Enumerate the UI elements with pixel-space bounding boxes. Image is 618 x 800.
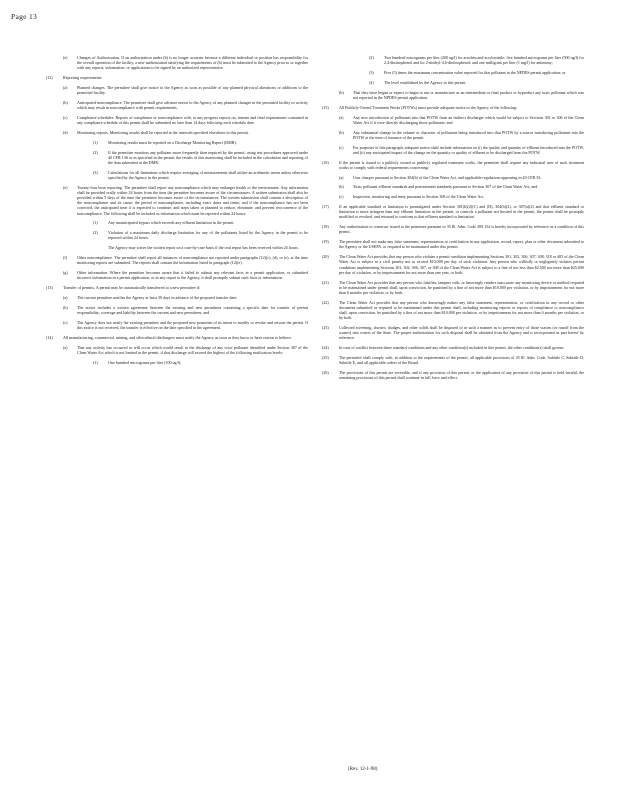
clause-label: (a) <box>63 295 68 300</box>
clause-15c <box>322 145 584 155</box>
clause-text: Two hundred micrograms per liter (200 ug/l) for acrolein and acrylonitrile; five hundred micrograms per liter (500 ug/l) for 2,4-dinitrophenol and for 2-methyl-4,6-dinitrophenol; and one milligram per liter (1 mg/l) for antimony; <box>384 55 584 66</box>
clause-label: (b) <box>63 304 68 310</box>
clause-text: Toxic pollutant effluent standards and pretreatment standards pursuant to Section 307 of the Clean Water Act; and <box>353 184 538 190</box>
clause-label: (d) <box>63 130 68 135</box>
clause-text: Any unanticipated bypass which exceeds any effluent limitation in the permit. <box>108 220 235 226</box>
clause-13c <box>46 320 308 330</box>
clause-label: (a) <box>339 174 344 180</box>
clause-label: (3) <box>369 70 374 75</box>
clause-label: (21) <box>322 279 329 285</box>
clause-text: The Agency may waive the written report on a case-by-case basis if the oral report has been received within 24 hours. <box>108 245 299 251</box>
clause-23 <box>322 325 584 340</box>
clause-text: Monitoring results must be reported on a Discharge Monitoring Report (DMR). <box>108 139 237 145</box>
clause-label: (b) <box>339 89 344 95</box>
clause-label: (f) <box>63 255 68 261</box>
clause-text: That they have begun or expect to begin to use or manufacture as an intermediate or final product or byproduct any toxic pollutant which was not reported in the NPDES permit application. <box>353 89 584 100</box>
clause-text: The current permittee notifies the Agency at least 30 days in advance of the proposed transfer date; <box>77 295 238 300</box>
clause-12e <box>46 185 308 216</box>
clause-text: If an applicable standard or limitation is promulgated under Section 301(b)(2)(C) and (D), 304(b)(2), or 307(a)(2) and that effluent standard or limitation is more stringent than any effluent limitation in the permit, or controls a pollutant not limited in the permit, the permit shall be promptly modified or revoked, and reissued to conform to that effluent standard or limitation. <box>339 204 584 220</box>
clause-14a2 <box>322 55 584 65</box>
clause-text: Other information. Where the permittee becomes aware that it failed to submit any relevant facts in a permit application, or submitted incorrect information in a permit application, or in any report to the Agency, it shall promptly submit such facts or information. <box>77 270 308 281</box>
clause-text: That any activity has occurred or will occur which would result in the discharge of any toxic pollutant identified under Section 307 of the Clean Water Act which is not limited in the permit, if that discharge will exceed the highest of the following notification levels: <box>77 344 308 355</box>
clause-17 <box>322 204 584 219</box>
clause-label: (c) <box>339 194 344 200</box>
clause-label: (2) <box>93 149 98 155</box>
clause-text: The level established by the Agency in this permit. <box>384 79 467 85</box>
clause-text: Reporting requirements. <box>63 75 103 81</box>
clause-text: Any substantial change in the volume or character of pollutants being introduced into that POTW by a source introducing pollutants into the POTW at the time of issuance of the permit. <box>353 129 584 140</box>
clause-14a <box>46 345 308 355</box>
clause-label: (1) <box>93 139 98 145</box>
clause-label: (1) <box>93 359 98 365</box>
clause-label: (g) <box>63 270 68 276</box>
clause-text: Changes of Authorization. If an authorization under (b) is no longer accurate because a different individual or position has responsibility for the overall operation of the facility, a new authorization satisfying the requirements of (b) must be submitted to the Agency prior to or together with any reports, information, or applications to be signed by an authorized representative. <box>77 55 308 71</box>
clause-text: The permittee shall comply with, in addition to the requirements of the permit, all applicable provisions of 35 Ill. Adm. Code, Subtitle C, Subtitle D, Subtitle E, and all applicable orders of the Board. <box>339 355 584 366</box>
clause-text: All Publicly Owned Treatment Works (POTWs) must provide adequate notice to the Agency of the following: <box>339 104 518 110</box>
clause-text: The notice includes a written agreement between the existing and new permittees containing a specific date for transfer of permit responsibility, coverage and liability between the current and new permittees; and <box>77 304 308 315</box>
clause-label: (12) <box>46 75 53 81</box>
clause-18 <box>322 224 584 234</box>
clause-12 <box>46 75 308 80</box>
clause-13a <box>46 295 308 300</box>
clause-label: (b) <box>339 184 344 190</box>
clause-15a <box>322 115 584 125</box>
clause-label: (18) <box>322 224 329 230</box>
clause-12d1 <box>46 140 308 145</box>
clause-text: The Clean Water Act provides that any person who knowingly makes any false statement, representation, or certification in any record or other document submitted or required to be maintained under this permit shall, including monitoring reports or reports of compliance or noncompliance shall, upon conviction, be punished by a fine of not more than $10,000 per violation, or by imprisonment for not more than 6 months per violation, or by both. <box>339 299 584 321</box>
clause-text: For purposes of this paragraph, adequate notice shall include information on (i) the quality and quantity of effluent introduced into the POTW, and (ii) any anticipated impact of the change on the quantity or quality of effluent to be discharged from the POTW. <box>353 144 584 155</box>
clause-label: (26) <box>322 370 329 375</box>
clause-label: (a) <box>63 344 68 350</box>
clause-12f <box>46 255 308 265</box>
clause-16a <box>322 175 584 180</box>
clause-12d <box>46 130 308 135</box>
clause-12d3 <box>46 170 308 180</box>
clause-e <box>46 55 308 70</box>
clause-19 <box>322 239 584 249</box>
clause-label: (a) <box>63 85 68 90</box>
clause-14b <box>322 90 584 100</box>
clause-label: (1) <box>93 220 98 226</box>
clause-text: Collected screening, slurries, sludges, and other solids shall be disposed of in such a manner as to prevent entry of those wastes (or runoff from the wastes) into waters of the State. The proper authorization for such disposal shall be obtained from the Agency and is incorporated as part hereof by reference. <box>339 325 584 341</box>
clause-label: (16) <box>322 159 329 165</box>
clause-text: Transfer of permits. A permit may be automatically transferred to a new permittee if: <box>63 285 201 291</box>
clause-text: Violation of a maximum daily discharge limitation for any of the pollutants listed by the Agency in the permit to be reported within 24 hours. <box>108 230 308 241</box>
clause-15 <box>322 105 584 110</box>
clause-text: All manufacturing, commercial, mining, and silvicultural dischargers must notify the Agency as soon as they know or have reason to believe: <box>63 334 292 340</box>
clause-16c <box>322 194 584 199</box>
clause-20 <box>322 254 584 275</box>
clause-12e2 <box>46 230 308 240</box>
clause-25 <box>322 355 584 365</box>
clause-text: If the permittee monitors any pollutant more frequently than required by the permit, using test procedures approved under 40 CFR 136 or as specified in the permit, the results of this monitoring shall be included in the calculation and reporting of the data submitted in the DMR. <box>108 149 308 165</box>
clause-label: (c) <box>63 115 68 120</box>
clause-14a3 <box>322 70 584 75</box>
clause-label: (e) <box>63 184 68 190</box>
clause-text: In case of conflict between these standard conditions and any other condition(s) included in this permit, the other condition(s) shall govern. <box>339 345 565 351</box>
clause-text: Monitoring reports. Monitoring results shall be reported at the intervals specified elsewhere in this permit. <box>77 130 249 135</box>
clause-text: Other noncompliance. The permittee shall report all instances of noncompliance not reported under paragraphs (12)(c), (d), or (e), at the time monitoring reports are submitted. The reports shall contain the information listed in paragraph (12)(e). <box>77 255 308 266</box>
clause-24 <box>322 345 584 350</box>
clause-text: Planned changes. The permittee shall give notice to the Agency as soon as possible of any planned physical alterations or additions to the permitted facility. <box>77 85 308 96</box>
clause-12d2 <box>46 150 308 165</box>
left-column <box>46 55 308 370</box>
clause-text: Twenty-four hour reporting. The permittee shall report any noncompliance which may endanger health or the environment. Any information shall be provided orally within 24 hours from the time the permittee becomes aware of the circumstances. A written submission shall also be provided within 5 days of the time the permittee becomes aware of the circumstances. The written submission shall contain a description of the noncompliance and its cause; the period of noncompliance, including exact dates and times; and if the noncompliance has not been corrected, the anticipated time it is expected to continue; and steps taken or planned to reduce, eliminate, and prevent reoccurrence of the noncompliance. The following shall be included as information which must be reported within 24 hours: <box>77 184 308 216</box>
clause-14a4 <box>322 80 584 85</box>
clause-12b <box>46 100 308 110</box>
clause-text: If the permit is issued to a publicly owned or publicly regulated treatment works, the permittee shall require any industrial user of such treatment works to comply with federal requirements concerning: <box>339 159 584 170</box>
clause-label: (20) <box>322 254 329 260</box>
clause-text: Anticipated noncompliance. The permittee shall give advance notice to the Agency of any planned changes in the permitted facility or activity which may result in noncompliance with permit requirements. <box>77 100 308 111</box>
clause-label: (2) <box>369 55 374 60</box>
clause-15b <box>322 130 584 140</box>
clause-text: Inspection, monitoring and entry pursuant to Section 308 of the Clean Water Act. <box>353 194 485 200</box>
clause-14 <box>46 335 308 340</box>
clause-text: The Agency does not notify the existing permittee and the proposed new permittee of its intent to modify or revoke and reissue the permit. If this notice is not received, the transfer is effective on the date specified in the agreement. <box>77 319 308 330</box>
clause-label: (4) <box>369 79 374 85</box>
clause-12a <box>46 85 308 95</box>
clause-label: (19) <box>322 239 329 245</box>
clause-label: (c) <box>63 319 68 325</box>
clause-label: (14) <box>46 334 53 340</box>
clause-text: Compliance schedules. Reports of compliance or noncompliance with, or any progress reports on, interim and final requirements contained in any compliance schedule of this permit shall be submitted no later than 14 days following each schedule date. <box>77 115 308 126</box>
clause-label: (24) <box>322 345 329 351</box>
clause-text: The permittee shall not make any false statement, representation or certification in any application, record, report, plan or other document submitted to the Agency or the USEPA, or required to be maintained under this permit. <box>339 239 584 250</box>
clause-12c <box>46 115 308 125</box>
clause-14a1 <box>46 360 308 365</box>
clause-text: The Clean Water Act provides that any person who falsifies, tampers with, or knowingly renders inaccurate any monitoring device or method required to be maintained under permit shall, upon conviction, be punished by a fine of not more than $10,000 per violation, or by imprisonment for not more than 6 months per violation, or by both. <box>339 279 584 295</box>
clause-label: (c) <box>339 144 344 150</box>
clause-label: (15) <box>322 104 329 110</box>
clause-label: (17) <box>322 204 329 210</box>
clause-12e_note <box>46 245 308 250</box>
right-column <box>322 55 584 385</box>
clause-label: (e) <box>63 55 68 60</box>
clause-label: (2) <box>93 230 98 236</box>
page-number: Page 13 <box>11 12 38 21</box>
clause-label: (25) <box>322 355 329 360</box>
clause-22 <box>322 300 584 321</box>
clause-26 <box>322 370 584 380</box>
clause-label: (a) <box>339 114 344 120</box>
clause-text: One hundred micrograms per liter (100 ug/l); <box>108 359 182 365</box>
clause-label: (22) <box>322 299 329 305</box>
clause-21 <box>322 280 584 295</box>
clause-12e1 <box>46 220 308 225</box>
clause-16b <box>322 184 584 189</box>
clause-text: User charges pursuant to Section 204(b) of the Clean Water Act, and applicable regulations appearing in 40 CFR 35; <box>353 174 542 180</box>
clause-13 <box>46 285 308 290</box>
clause-text: Any authorization to construct issued to the permittee pursuant to 35 Ill. Adm. Code 309.154 is hereby incorporated by reference as a condition of this permit. <box>339 224 584 235</box>
clause-label: (3) <box>93 169 98 175</box>
clause-label: (b) <box>339 129 344 135</box>
clause-text: Five (5) times the maximum concentration value reported for that pollutant in the NPDES permit application; or <box>384 70 566 75</box>
clause-text: Calculations for all limitations which require averaging of measurements shall utilize an arithmetic mean unless otherwise specified by the Agency in the permit. <box>108 169 308 180</box>
clause-text: The Clean Water Act provides that any person who violates a permit condition implementing Sections 301, 302, 306, 307, 308, 318 or 405 of the Clean Water Act is subject to a civil penalty not to exceed $10,000 per day of such violation. Any person who willfully or negligently violates permit conditions implementing Sections 301, 302, 306, 307, or 308 of the Clean Water Act is subject to a fine of not less than $2,500 nor more than $25,000 per day of violation, or by imprisonment for not more than one year, or both. <box>339 254 584 275</box>
clause-12g <box>46 270 308 280</box>
clause-text: The provisions of this permit are severable, and if any provision of this permit, or the application of any provision of this permit is held invalid, the remaining provisions of this permit shall continue in full force and effect. <box>339 370 584 381</box>
revision-footer: (Rev. 12-1-98) <box>348 767 378 772</box>
clause-label: (b) <box>63 100 68 105</box>
clause-text: Any new introduction of pollutants into that POTW from an indirect discharger which would be subject to Sections 301 or 306 of the Clean Water Act if it were directly discharging those pollutants; and <box>353 114 584 125</box>
clause-label: (13) <box>46 285 53 291</box>
clause-16 <box>322 160 584 170</box>
clause-13b <box>46 305 308 315</box>
clause-label: (23) <box>322 325 329 330</box>
